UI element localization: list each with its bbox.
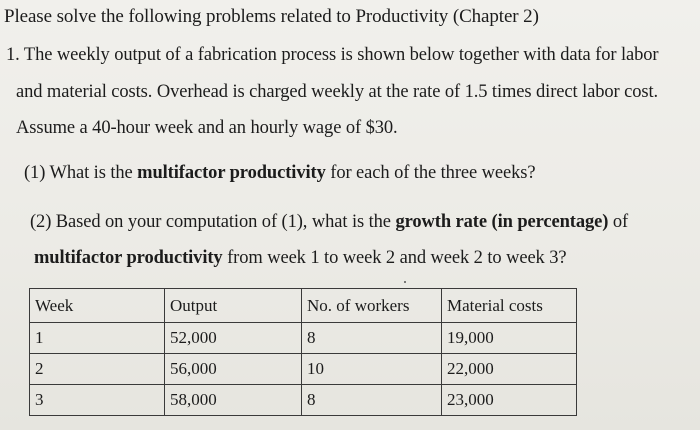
- header-material: Material costs: [442, 289, 577, 323]
- question-2-line-1: [30, 212, 628, 233]
- data-table: [29, 288, 577, 416]
- question-2-mid: of: [608, 212, 629, 232]
- question-1-suffix: for each of the three weeks?: [325, 163, 536, 183]
- problem-text-line-1: 1. The weekly output of a fabrication process is shown below together with data for labor: [6, 45, 659, 65]
- problem-text-line-3: Assume a 40-hour week and an hourly wage of $30.: [16, 118, 398, 138]
- question-2-bold-2: multifactor productivity: [34, 248, 223, 268]
- cell-week: 2: [30, 354, 165, 385]
- cell-workers: 8: [302, 323, 442, 354]
- question-1-bold: multifactor productivity: [137, 163, 326, 183]
- cell-output: 52,000: [165, 323, 302, 354]
- cell-output: 58,000: [165, 385, 302, 416]
- question-2-bold-1: growth rate (in percentage): [395, 212, 609, 232]
- table-row: [30, 354, 577, 385]
- question-2-line-2: [34, 248, 567, 269]
- table-header-row: [30, 289, 577, 323]
- header-week: Week: [30, 289, 165, 323]
- cell-material: 22,000: [442, 354, 577, 385]
- cell-output: 56,000: [165, 354, 302, 385]
- table-row: [30, 323, 577, 354]
- question-1: [24, 163, 535, 184]
- header-workers: No. of workers: [302, 289, 442, 323]
- stray-dot: [404, 281, 406, 283]
- cell-workers: 10: [302, 354, 442, 385]
- cell-material: 23,000: [442, 385, 577, 416]
- cell-workers: 8: [302, 385, 442, 416]
- table-row: [30, 385, 577, 416]
- question-2-prefix: (2) Based on your computation of (1), what is the: [30, 212, 396, 232]
- cell-week: 3: [30, 385, 165, 416]
- question-2-suffix: from week 1 to week 2 and week 2 to week 3?: [222, 248, 567, 268]
- question-1-prefix: (1) What is the: [24, 163, 138, 183]
- page-title: Please solve the following problems related to Productivity (Chapter 2): [4, 6, 539, 27]
- problem-text-line-2: and material costs. Overhead is charged weekly at the rate of 1.5 times direct labor cost.: [16, 82, 659, 102]
- header-output: Output: [165, 289, 302, 323]
- cell-material: 19,000: [442, 323, 577, 354]
- cell-week: 1: [30, 323, 165, 354]
